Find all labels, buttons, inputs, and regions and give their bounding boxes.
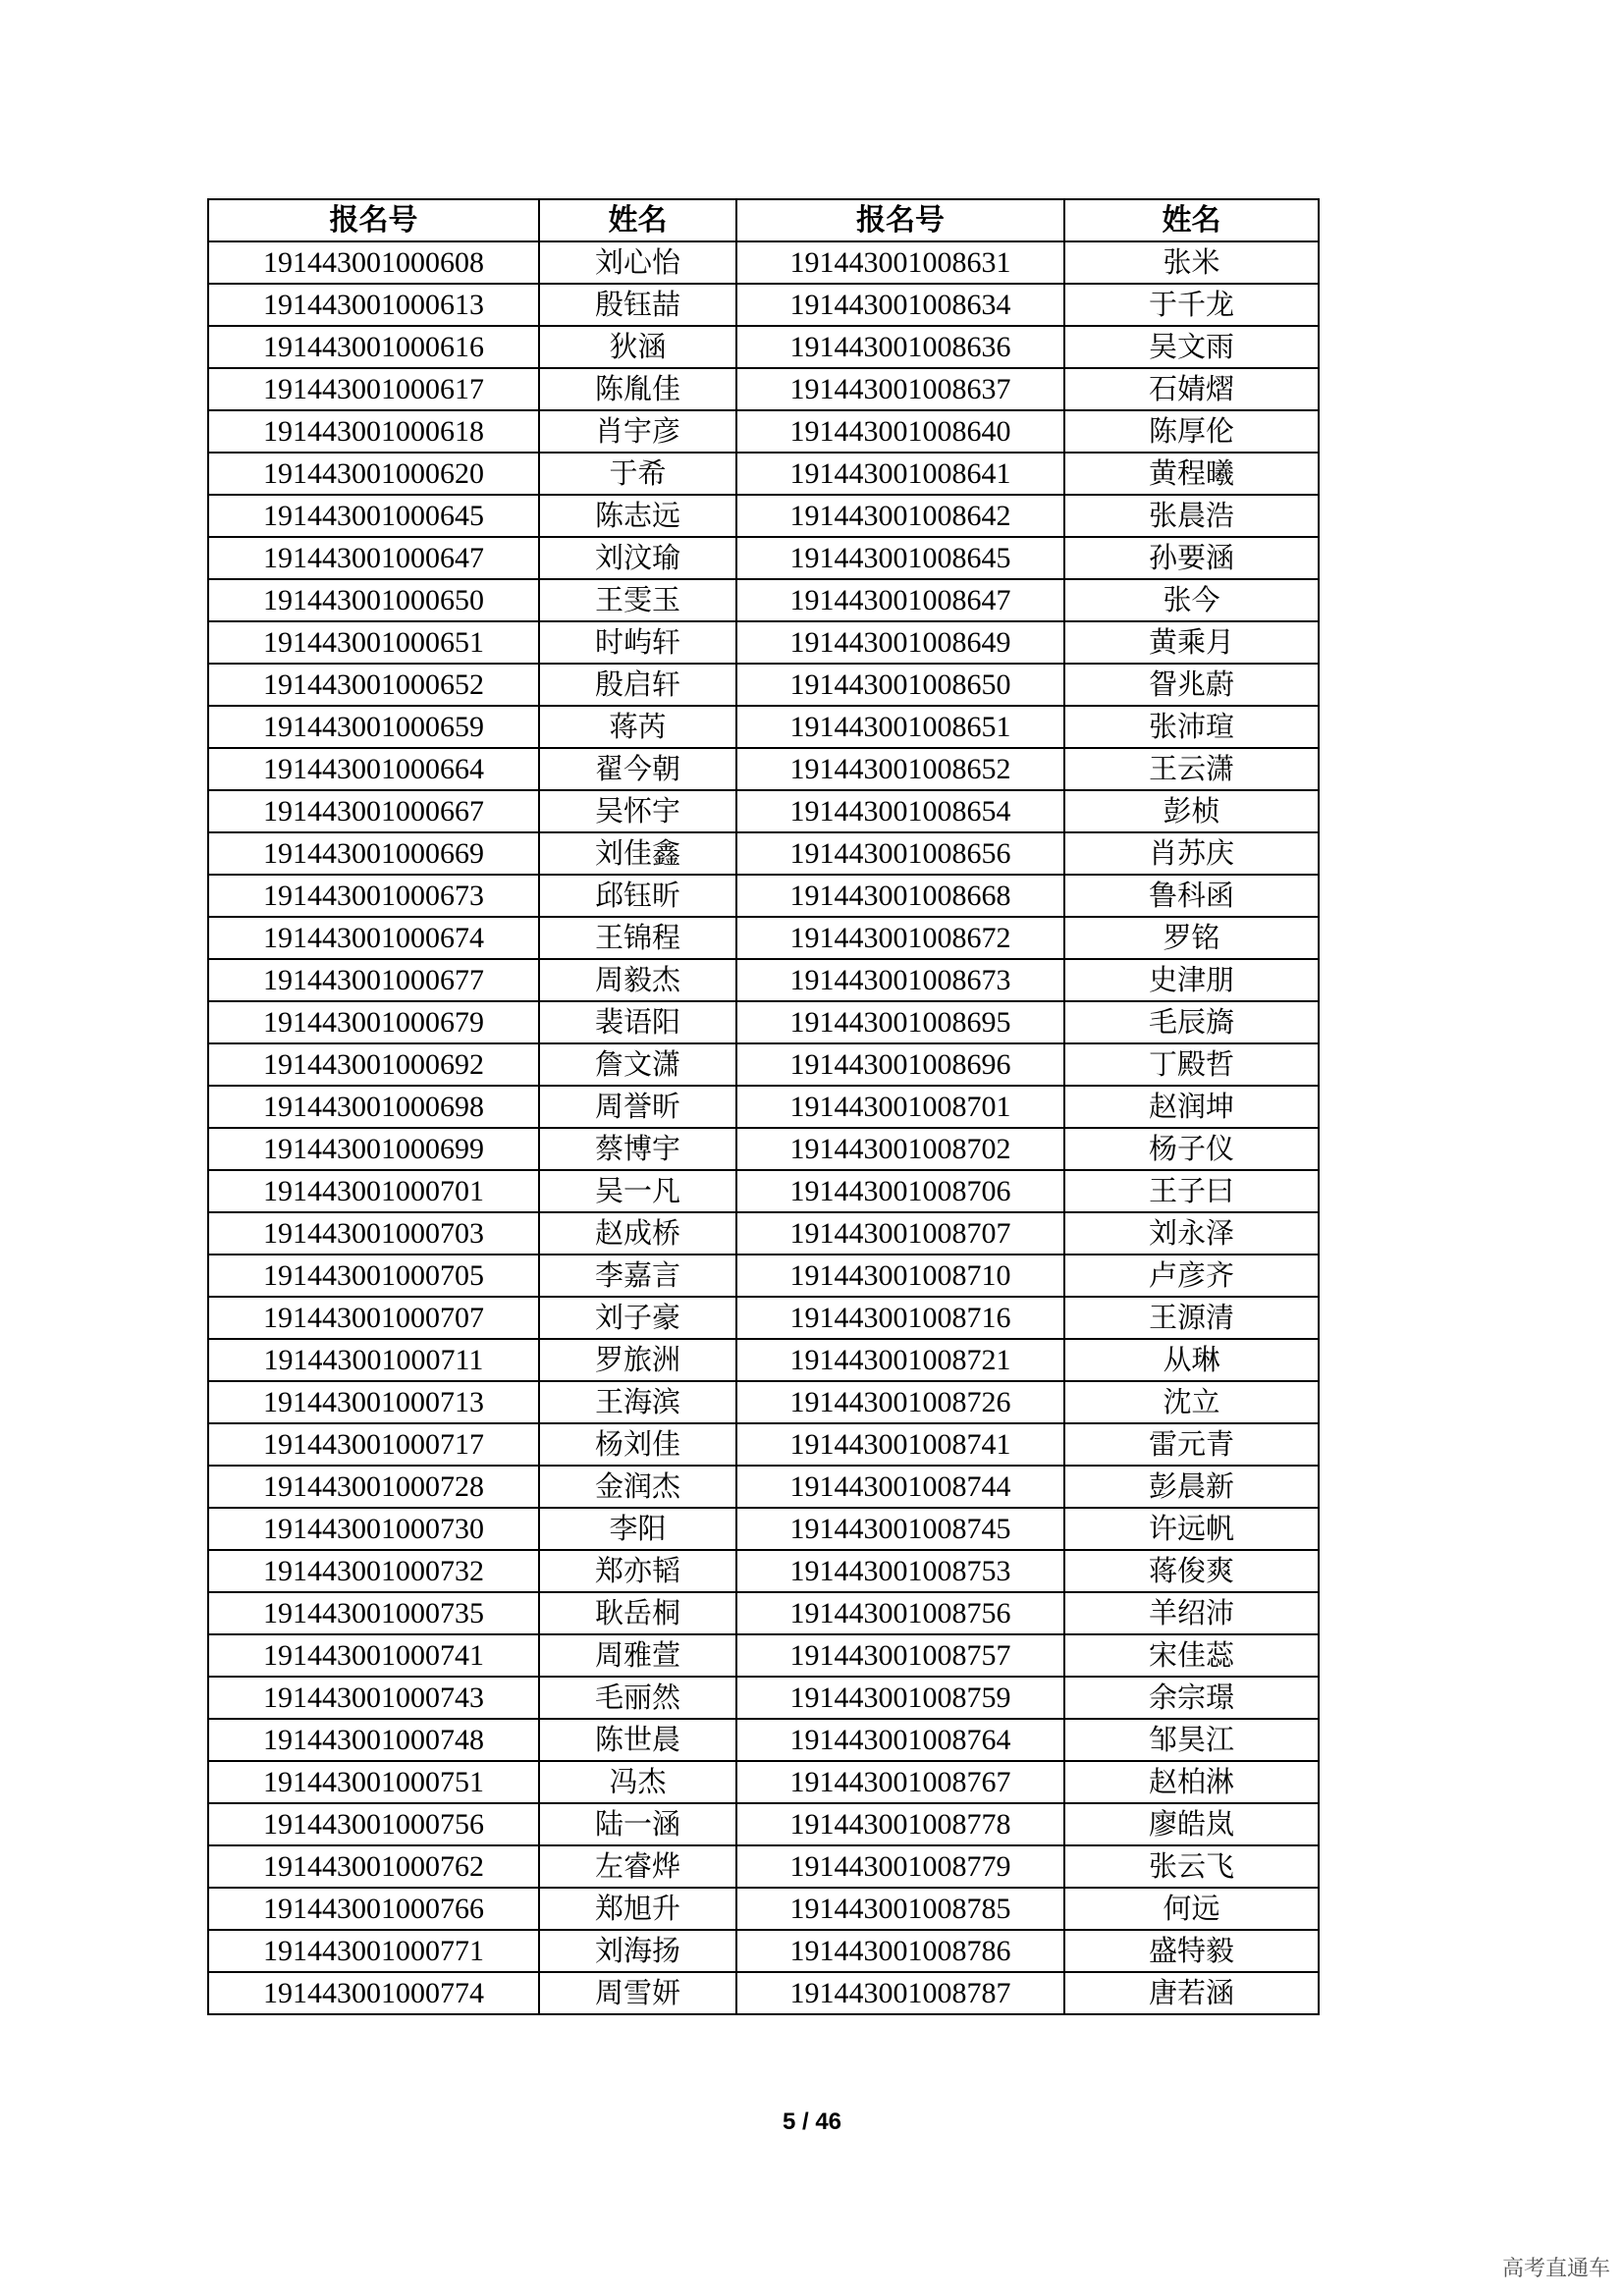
table-row [208, 917, 1319, 959]
reg-no-cell: 191443001000762 [208, 1845, 539, 1888]
table-row [208, 1550, 1319, 1592]
reg-no-cell: 191443001008673 [736, 959, 1064, 1001]
table-row [208, 326, 1319, 368]
table-row [208, 368, 1319, 410]
table-row [208, 1128, 1319, 1170]
table-row [208, 664, 1319, 706]
name-cell: 唐若涵 [1064, 1972, 1319, 2014]
table-row [208, 748, 1319, 790]
table-row [208, 241, 1319, 284]
reg-no-cell: 191443001000732 [208, 1550, 539, 1592]
reg-no-cell: 191443001000650 [208, 579, 539, 621]
table-row [208, 1972, 1319, 2014]
reg-no-cell: 191443001000647 [208, 537, 539, 579]
name-cell: 赵润坤 [1064, 1086, 1319, 1128]
table-row [208, 1761, 1319, 1803]
reg-no-cell: 191443001000645 [208, 495, 539, 537]
table-row [208, 284, 1319, 326]
name-cell: 毛丽然 [539, 1677, 736, 1719]
reg-no-cell: 191443001008651 [736, 706, 1064, 748]
table-body [208, 241, 1319, 2014]
name-cell: 卢彦齐 [1064, 1255, 1319, 1297]
reg-no-cell: 191443001000711 [208, 1339, 539, 1381]
reg-no-cell: 191443001008786 [736, 1930, 1064, 1972]
name-cell: 王雯玉 [539, 579, 736, 621]
table-row [208, 1043, 1319, 1086]
name-cell: 从琳 [1064, 1339, 1319, 1381]
reg-no-cell: 191443001008641 [736, 453, 1064, 495]
reg-no-cell: 191443001000703 [208, 1212, 539, 1255]
reg-no-cell: 191443001000774 [208, 1972, 539, 2014]
reg-no-cell: 191443001000701 [208, 1170, 539, 1212]
name-cell: 周雪妍 [539, 1972, 736, 2014]
table-row [208, 706, 1319, 748]
reg-no-cell: 191443001008636 [736, 326, 1064, 368]
header-name-2: 姓名 [1064, 199, 1319, 241]
reg-no-cell: 191443001008759 [736, 1677, 1064, 1719]
name-cell: 黄乘月 [1064, 621, 1319, 664]
reg-no-cell: 191443001008647 [736, 579, 1064, 621]
table-row [208, 1508, 1319, 1550]
reg-no-cell: 191443001008637 [736, 368, 1064, 410]
name-cell: 殷钰喆 [539, 284, 736, 326]
reg-no-cell: 191443001008634 [736, 284, 1064, 326]
reg-no-cell: 191443001000608 [208, 241, 539, 284]
table-row [208, 832, 1319, 875]
reg-no-cell: 191443001008702 [736, 1128, 1064, 1170]
reg-no-cell: 191443001000679 [208, 1001, 539, 1043]
reg-no-cell: 191443001008672 [736, 917, 1064, 959]
reg-no-cell: 191443001008649 [736, 621, 1064, 664]
reg-no-cell: 191443001008701 [736, 1086, 1064, 1128]
name-cell: 狄涵 [539, 326, 736, 368]
reg-no-cell: 191443001008756 [736, 1592, 1064, 1634]
name-cell: 郑亦韬 [539, 1550, 736, 1592]
name-cell: 眢兆蔚 [1064, 664, 1319, 706]
name-cell: 宋佳蕊 [1064, 1634, 1319, 1677]
name-cell: 鲁科函 [1064, 875, 1319, 917]
reg-no-cell: 191443001000698 [208, 1086, 539, 1128]
name-cell: 彭桢 [1064, 790, 1319, 832]
reg-no-cell: 191443001000741 [208, 1634, 539, 1677]
name-cell: 张今 [1064, 579, 1319, 621]
name-cell: 蒋芮 [539, 706, 736, 748]
name-cell: 左睿烨 [539, 1845, 736, 1888]
header-name-1: 姓名 [539, 199, 736, 241]
reg-no-cell: 191443001000717 [208, 1423, 539, 1466]
name-cell: 张晨浩 [1064, 495, 1319, 537]
reg-no-cell: 191443001000652 [208, 664, 539, 706]
name-cell: 雷元青 [1064, 1423, 1319, 1466]
reg-no-cell: 191443001008726 [736, 1381, 1064, 1423]
reg-no-cell: 191443001008707 [736, 1212, 1064, 1255]
reg-no-cell: 191443001008753 [736, 1550, 1064, 1592]
name-cell: 张米 [1064, 241, 1319, 284]
reg-no-cell: 191443001008631 [736, 241, 1064, 284]
name-cell: 孙要涵 [1064, 537, 1319, 579]
reg-no-cell: 191443001000699 [208, 1128, 539, 1170]
reg-no-cell: 191443001008640 [736, 410, 1064, 453]
table-row [208, 1339, 1319, 1381]
reg-no-cell: 191443001008757 [736, 1634, 1064, 1677]
table-row [208, 1677, 1319, 1719]
name-cell: 刘海扬 [539, 1930, 736, 1972]
reg-no-cell: 191443001000730 [208, 1508, 539, 1550]
name-cell: 黄程曦 [1064, 453, 1319, 495]
name-cell: 刘子豪 [539, 1297, 736, 1339]
table-row [208, 621, 1319, 664]
reg-no-cell: 191443001008745 [736, 1508, 1064, 1550]
reg-no-cell: 191443001008706 [736, 1170, 1064, 1212]
table-row [208, 1592, 1319, 1634]
reg-no-cell: 191443001008744 [736, 1466, 1064, 1508]
name-cell: 李阳 [539, 1508, 736, 1550]
header-reg-no-1: 报名号 [208, 199, 539, 241]
reg-no-cell: 191443001000616 [208, 326, 539, 368]
reg-no-cell: 191443001000692 [208, 1043, 539, 1086]
reg-no-cell: 191443001000728 [208, 1466, 539, 1508]
name-cell: 何远 [1064, 1888, 1319, 1930]
name-cell: 王子曰 [1064, 1170, 1319, 1212]
reg-no-cell: 191443001000748 [208, 1719, 539, 1761]
reg-no-cell: 191443001008716 [736, 1297, 1064, 1339]
table-row [208, 1001, 1319, 1043]
name-cell: 肖苏庆 [1064, 832, 1319, 875]
table-row [208, 1170, 1319, 1212]
name-cell: 陆一涵 [539, 1803, 736, 1845]
name-cell: 赵成桥 [539, 1212, 736, 1255]
table-row [208, 537, 1319, 579]
table-row [208, 1803, 1319, 1845]
table-row [208, 1888, 1319, 1930]
name-cell: 冯杰 [539, 1761, 736, 1803]
name-cell: 邹昊江 [1064, 1719, 1319, 1761]
reg-no-cell: 191443001000707 [208, 1297, 539, 1339]
name-cell: 毛辰旖 [1064, 1001, 1319, 1043]
name-cell: 石婧熠 [1064, 368, 1319, 410]
table-row [208, 875, 1319, 917]
reg-no-cell: 191443001000713 [208, 1381, 539, 1423]
name-cell: 郑旭升 [539, 1888, 736, 1930]
header-reg-no-2: 报名号 [736, 199, 1064, 241]
name-cell: 赵柏淋 [1064, 1761, 1319, 1803]
name-cell: 吴一凡 [539, 1170, 736, 1212]
name-cell: 张云飞 [1064, 1845, 1319, 1888]
name-cell: 时屿轩 [539, 621, 736, 664]
name-cell: 于希 [539, 453, 736, 495]
reg-no-cell: 191443001008741 [736, 1423, 1064, 1466]
reg-no-cell: 191443001008787 [736, 1972, 1064, 2014]
table-row [208, 410, 1319, 453]
reg-no-cell: 191443001008778 [736, 1803, 1064, 1845]
reg-no-cell: 191443001008652 [736, 748, 1064, 790]
name-cell: 耿岳桐 [539, 1592, 736, 1634]
reg-no-cell: 191443001000618 [208, 410, 539, 453]
name-cell: 张沛瑄 [1064, 706, 1319, 748]
reg-no-cell: 191443001008650 [736, 664, 1064, 706]
reg-no-cell: 191443001000756 [208, 1803, 539, 1845]
table-row [208, 1845, 1319, 1888]
name-cell: 陈志远 [539, 495, 736, 537]
name-cell: 羊绍沛 [1064, 1592, 1319, 1634]
name-cell: 陈世晨 [539, 1719, 736, 1761]
name-cell: 许远帆 [1064, 1508, 1319, 1550]
reg-no-cell: 191443001008785 [736, 1888, 1064, 1930]
name-cell: 陈胤佳 [539, 368, 736, 410]
reg-no-cell: 191443001000669 [208, 832, 539, 875]
name-cell: 肖宇彦 [539, 410, 736, 453]
table-row [208, 1381, 1319, 1423]
reg-no-cell: 191443001000613 [208, 284, 539, 326]
name-cell: 李嘉言 [539, 1255, 736, 1297]
name-cell: 盛特毅 [1064, 1930, 1319, 1972]
candidate-table [207, 198, 1320, 2015]
reg-no-cell: 191443001008710 [736, 1255, 1064, 1297]
name-cell: 翟今朝 [539, 748, 736, 790]
reg-no-cell: 191443001000659 [208, 706, 539, 748]
name-cell: 刘汶瑜 [539, 537, 736, 579]
name-cell: 周毅杰 [539, 959, 736, 1001]
page-number: 5 / 46 [782, 2109, 842, 2135]
reg-no-cell: 191443001008695 [736, 1001, 1064, 1043]
name-cell: 沈立 [1064, 1381, 1319, 1423]
name-cell: 周雅萱 [539, 1634, 736, 1677]
table-row [208, 1423, 1319, 1466]
name-cell: 王海滨 [539, 1381, 736, 1423]
name-cell: 詹文潇 [539, 1043, 736, 1086]
table-row [208, 1930, 1319, 1972]
reg-no-cell: 191443001000651 [208, 621, 539, 664]
reg-no-cell: 191443001008767 [736, 1761, 1064, 1803]
name-cell: 邱钰昕 [539, 875, 736, 917]
reg-no-cell: 191443001008668 [736, 875, 1064, 917]
name-cell: 史津朋 [1064, 959, 1319, 1001]
table-row [208, 959, 1319, 1001]
name-cell: 刘永泽 [1064, 1212, 1319, 1255]
reg-no-cell: 191443001000751 [208, 1761, 539, 1803]
reg-no-cell: 191443001000617 [208, 368, 539, 410]
table-row [208, 1297, 1319, 1339]
reg-no-cell: 191443001008656 [736, 832, 1064, 875]
reg-no-cell: 191443001000664 [208, 748, 539, 790]
table-header-row [208, 199, 1319, 241]
reg-no-cell: 191443001008645 [736, 537, 1064, 579]
reg-no-cell: 191443001008779 [736, 1845, 1064, 1888]
reg-no-cell: 191443001008696 [736, 1043, 1064, 1086]
name-cell: 金润杰 [539, 1466, 736, 1508]
table-row [208, 1086, 1319, 1128]
name-cell: 蒋俊爽 [1064, 1550, 1319, 1592]
table-row [208, 1466, 1319, 1508]
name-cell: 王云潇 [1064, 748, 1319, 790]
name-cell: 王锦程 [539, 917, 736, 959]
reg-no-cell: 191443001000673 [208, 875, 539, 917]
name-cell: 王源清 [1064, 1297, 1319, 1339]
reg-no-cell: 191443001000743 [208, 1677, 539, 1719]
reg-no-cell: 191443001000620 [208, 453, 539, 495]
table-row [208, 579, 1319, 621]
reg-no-cell: 191443001008764 [736, 1719, 1064, 1761]
table-row [208, 1634, 1319, 1677]
table-row [208, 495, 1319, 537]
name-cell: 杨刘佳 [539, 1423, 736, 1466]
table-row [208, 453, 1319, 495]
name-cell: 丁殿哲 [1064, 1043, 1319, 1086]
name-cell: 罗旅洲 [539, 1339, 736, 1381]
name-cell: 于千龙 [1064, 284, 1319, 326]
name-cell: 彭晨新 [1064, 1466, 1319, 1508]
table-row [208, 1719, 1319, 1761]
reg-no-cell: 191443001000735 [208, 1592, 539, 1634]
reg-no-cell: 191443001000771 [208, 1930, 539, 1972]
name-cell: 廖皓岚 [1064, 1803, 1319, 1845]
name-cell: 陈厚伦 [1064, 410, 1319, 453]
table-row [208, 790, 1319, 832]
name-cell: 余宗璟 [1064, 1677, 1319, 1719]
reg-no-cell: 191443001008642 [736, 495, 1064, 537]
reg-no-cell: 191443001000705 [208, 1255, 539, 1297]
table-row [208, 1255, 1319, 1297]
name-cell: 周誉昕 [539, 1086, 736, 1128]
reg-no-cell: 191443001008654 [736, 790, 1064, 832]
watermark-text: 高考直通车 [1501, 2257, 1610, 2281]
name-cell: 杨子仪 [1064, 1128, 1319, 1170]
name-cell: 裴语阳 [539, 1001, 736, 1043]
reg-no-cell: 191443001000674 [208, 917, 539, 959]
table-row [208, 1212, 1319, 1255]
name-cell: 刘心怡 [539, 241, 736, 284]
name-cell: 吴怀宇 [539, 790, 736, 832]
reg-no-cell: 191443001008721 [736, 1339, 1064, 1381]
name-cell: 吴文雨 [1064, 326, 1319, 368]
reg-no-cell: 191443001000677 [208, 959, 539, 1001]
name-cell: 蔡博宇 [539, 1128, 736, 1170]
name-cell: 殷启轩 [539, 664, 736, 706]
reg-no-cell: 191443001000766 [208, 1888, 539, 1930]
name-cell: 刘佳鑫 [539, 832, 736, 875]
reg-no-cell: 191443001000667 [208, 790, 539, 832]
name-cell: 罗铭 [1064, 917, 1319, 959]
